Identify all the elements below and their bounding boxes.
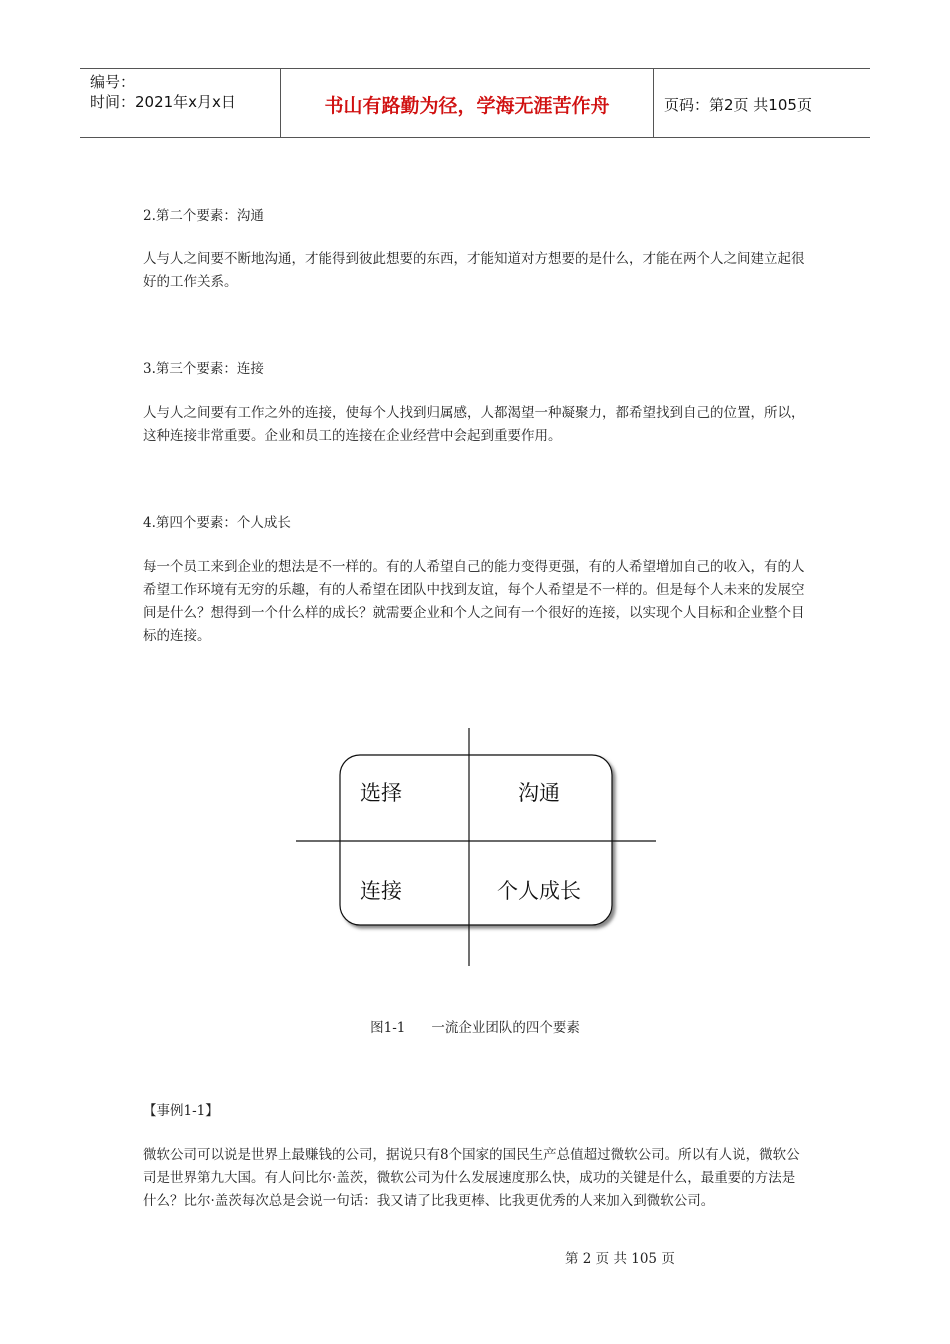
section-4-heading: 4.第四个要素：个人成长 [143,515,291,531]
quadrant-choice: 选择 [360,781,402,805]
figure-caption [0,1016,950,1036]
quadrant-communication: 沟通 [518,781,560,805]
section-2-body: 人与人之间要不断地沟通，才能得到彼此想要的东西，才能知道对方想要的是什么，才能在两个人之间建立起很好的工作关系。 [143,251,805,290]
four-elements-diagram [296,728,658,968]
section-2-heading: 2.第二个要素：沟通 [143,208,264,224]
section-3-body: 人与人之间要有工作之外的连接，使每个人找到归属感，人都渴望一种凝聚力，都希望找到自己的位置，所以，这种连接非常重要。企业和员工的连接在企业经营中会起到重要作用。 [143,405,805,444]
figure-number: 图1-1 [370,1020,406,1036]
quadrant-connection: 连接 [360,879,402,903]
header-motto: 书山有路勤为径，学海无涯苦作舟 [324,95,610,117]
header-page-cell [654,69,870,137]
quadrant-personal-growth: 个人成长 [497,879,581,903]
header-page-info: 页码：第2页 共105页 [664,96,812,114]
page-footer: 第 2 页 共 105 页 [565,1251,675,1267]
header-motto-cell [281,69,654,137]
section-3-heading: 3.第三个要素：连接 [143,361,264,377]
section-4-body: 每一个员工来到企业的想法是不一样的。有的人希望自己的能力变得更强，有的人希望增加自己的收入，有的人希望工作环境有无穷的乐趣，有的人希望在团队中找到友谊，每个人希望是不一样的。但是每个人未来的发展空间是什么？想得到一个什么样的成长？就需要企业和个人之间有一个很好的连接，以实现个人目标和企业整个目标的连接。 [143,559,805,644]
case-heading: 【事例1-1】 [143,1103,219,1119]
page-header [80,68,870,138]
header-meta-cell [80,69,281,137]
time-label: 时间：2021年x月x日 [90,93,236,111]
number-label: 编号： [90,73,136,91]
case-body: 微软公司可以说是世界上最赚钱的公司，据说只有8个国家的国民生产总值超过微软公司。所以有人说，微软公司是世界第九大国。有人问比尔·盖茨，微软公司为什么发展速度那么快，成功的关键是什么，最重要的方法是什么？比尔·盖茨每次总是会说一句话：我又请了比我更棒、比我更优秀的人来加入到微软公司。 [143,1147,800,1209]
figure-title: 一流企业团队的四个要素 [431,1020,580,1036]
